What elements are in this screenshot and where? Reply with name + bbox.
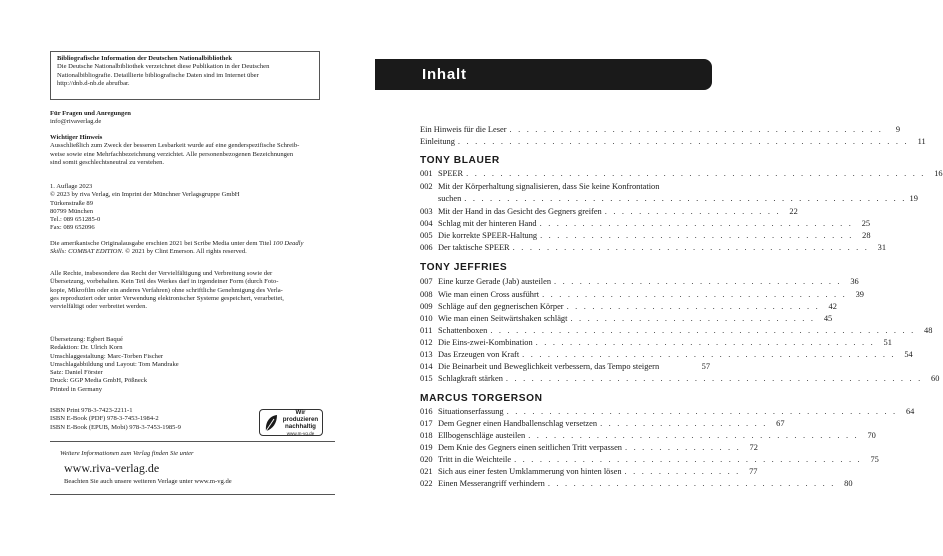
toc-title: Dem Gegner einen Handballenschlag versetzen bbox=[438, 419, 598, 428]
toc-page: 48 bbox=[924, 326, 933, 335]
toc-number: 015 bbox=[420, 374, 433, 383]
toc-leader: . . . . . . . . . . . . . . bbox=[624, 467, 741, 476]
toc-leader: . . . . . . . . . . . . . . . . . . . . . . . . . . . . . . . . . . . . . . . . . . . . . . . . . bbox=[505, 374, 923, 383]
toc-entry[interactable] bbox=[420, 349, 913, 360]
toc-leader: . . . . . . . . . . . . . . . . . . . . . . . . . . . . . . . . . . . . . . . . . . . . . . . . . . . . . . bbox=[466, 169, 926, 178]
badge-line-1: Wir produzieren bbox=[282, 408, 319, 423]
badge-url: www.m-vg.de bbox=[286, 430, 315, 436]
section-heading: TONY BLAUER bbox=[420, 155, 500, 166]
toc-leader: . . . . . . . . . . . . . . . . . . . . . . . . . . . . . . . . . . bbox=[554, 277, 842, 286]
toc-number: 011 bbox=[420, 326, 433, 335]
credits-block bbox=[50, 336, 335, 394]
rights-line: vervielfältigt oder verbreitet werden. bbox=[50, 303, 148, 311]
toc-number: 014 bbox=[420, 362, 433, 371]
toc-leader: . . . . . . . . . . . . . . . . . . . . . . . . . . . . . . . . . . . . . . . . . . . . . . bbox=[506, 407, 898, 416]
credit-line: Umschlaggestaltung: Marc-Torben Fischer bbox=[50, 352, 164, 360]
edition-line: Fax: 089 652096 bbox=[50, 224, 95, 232]
toc-page: 22 bbox=[789, 207, 798, 216]
section-heading: TONY JEFFRIES bbox=[420, 262, 508, 273]
credit-line: Druck: GGP Media GmbH, Pößneck bbox=[50, 377, 148, 385]
isbn-line: ISBN E-Book (PDF) 978-3-7453-1984-2 bbox=[50, 415, 159, 423]
publisher-url[interactable]: www.riva-verlag.de bbox=[64, 461, 160, 475]
cip-title: Bibliografische Information der Deutschen Nationalbibliothek bbox=[57, 55, 232, 62]
toc-leader bbox=[662, 361, 693, 372]
toc-title: SPEER bbox=[438, 169, 464, 178]
toc-title: Der taktische SPEER bbox=[438, 243, 510, 252]
toc-entry[interactable] bbox=[420, 430, 876, 441]
toc-entry[interactable] bbox=[420, 418, 785, 429]
edition-line: 80799 München bbox=[50, 207, 94, 215]
toc-entry[interactable] bbox=[420, 181, 710, 192]
original-suffix: . © 2021 by Clint Emerson. All rights reserved. bbox=[121, 248, 247, 256]
original-line-2 bbox=[50, 248, 335, 256]
toc-number: 021 bbox=[420, 467, 433, 476]
original-prefix: Die amerikanische Originalausgabe erschien 2021 bei Scribe Media unter dem Titel bbox=[50, 240, 273, 247]
toc-page: 45 bbox=[823, 314, 833, 323]
toc-number: 002 bbox=[420, 182, 433, 191]
toc-title: Mit der Hand in das Gesicht des Gegners greifen bbox=[438, 207, 602, 216]
notice-block bbox=[50, 134, 335, 167]
toc-number: 012 bbox=[420, 338, 433, 347]
contents-page bbox=[375, 0, 943, 556]
toc-title: Dem Knie des Gegners einen seitlichen Tritt verpassen bbox=[438, 443, 622, 452]
toc-leader: . . . . . . . . . . . . . . . . . . . . . . . . . . . . . . . . . . . . . . . . . . . . . . . . . . bbox=[490, 326, 916, 335]
cip-line: Nationalbibliografie. Detaillierte bibliografische Daten sind im Internet über bbox=[57, 71, 259, 79]
edition-block bbox=[50, 183, 335, 233]
toc-entry[interactable] bbox=[420, 276, 859, 287]
toc-entry[interactable] bbox=[420, 218, 871, 229]
toc-number: 010 bbox=[420, 314, 433, 323]
isbn-line: ISBN Print 978-3-7423-2211-1 bbox=[50, 407, 133, 414]
toc-page: 54 bbox=[904, 350, 913, 359]
original-edition-block bbox=[50, 240, 335, 257]
contact-heading: Für Fragen und Anregungen bbox=[50, 110, 131, 117]
toc-number: 018 bbox=[420, 431, 433, 440]
toc-page: 42 bbox=[828, 302, 837, 311]
isbn-line: ISBN E-Book (EPUB, Mobi) 978-3-7453-1985-9 bbox=[50, 423, 181, 431]
toc-title: Die Beinarbeit und Beweglichkeit verbessern, das Tempo steigern bbox=[438, 362, 660, 371]
credit-line: Umschlagabbildung und Layout: Tom Mandrake bbox=[50, 360, 179, 368]
toc-entry[interactable] bbox=[420, 337, 892, 348]
publisher-footer bbox=[50, 441, 335, 495]
leaf-icon bbox=[263, 413, 279, 433]
toc-title: Schattenboxen bbox=[438, 326, 488, 335]
toc-entry[interactable] bbox=[420, 301, 837, 312]
toc-entry[interactable] bbox=[420, 325, 933, 336]
edition-line: Türkenstraße 89 bbox=[50, 199, 94, 207]
sustainability-badge bbox=[259, 409, 323, 436]
toc-title: Die korrekte SPEER-Haltung bbox=[438, 231, 538, 240]
rights-line: Alle Rechte, insbesondere das Recht der Vervielfältigung und Verbreitung sowie der bbox=[50, 270, 273, 277]
toc-leader: . . . . . . . . . . . . . . . . . . . . . . . . . . . . . . . . . . . . . . . . . . . . bbox=[522, 350, 896, 359]
toc-page: 19 bbox=[909, 194, 918, 203]
toc-leader: . . . . . . . . . . . . . . . . . . . . . . . . . . . . . . . . . . . . . . . . bbox=[535, 338, 875, 347]
notice-heading: Wichtiger Hinweis bbox=[50, 134, 103, 141]
toc-page: 70 bbox=[867, 431, 876, 440]
toc-page: 72 bbox=[749, 443, 758, 452]
toc-title: Sich aus einer festen Umklammerung von hinten lösen bbox=[438, 467, 622, 476]
notice-line: sind somit geschlechtsneutral zu verstehen. bbox=[50, 158, 165, 166]
toc-title: Tritt in die Weichteile bbox=[438, 455, 512, 464]
toc-number: 006 bbox=[420, 243, 433, 252]
original-title-part1: 100 Deadly bbox=[272, 240, 304, 247]
toc-title: Schläge auf den gegnerischen Körper bbox=[438, 302, 564, 311]
notice-line: weise sowie eine Mehrfachbezeichnung verzichtet. Alle personenbezogenen Bezeichnungen bbox=[50, 150, 294, 158]
toc-title: Situationserfassung bbox=[438, 407, 504, 416]
toc-page: 25 bbox=[861, 219, 871, 228]
toc-entry[interactable] bbox=[420, 406, 915, 417]
toc-title: Wie man einen Cross ausführt bbox=[438, 290, 540, 299]
toc-entry[interactable] bbox=[420, 373, 940, 384]
toc-page: 16 bbox=[934, 169, 943, 178]
toc-title: Schlagkraft stärken bbox=[438, 374, 503, 383]
toc-page: 77 bbox=[749, 467, 758, 476]
toc-number: 019 bbox=[420, 443, 433, 452]
toc-leader: . . . . . . . . . . . . . . . . . . . . . . . . . . . . . . . . . . . . . . . . . . . . . . . . . . . . bbox=[464, 194, 907, 203]
toc-leader: . . . . . . . . . . . . . . . . . . . . . . . . . . . . . . . . . . . . . . . . . . . . bbox=[509, 125, 884, 134]
toc-entry[interactable] bbox=[420, 478, 853, 489]
rights-line: ges reproduziert oder unter Verwendung elektronischer Systeme gespeichert, verarbeitet, bbox=[50, 294, 284, 302]
toc-page: 39 bbox=[855, 290, 864, 299]
toc-page: 57 bbox=[701, 362, 710, 371]
toc-leader: . . . . . . . . . . . . . . . . . . . . . . . . . . . . . . . . . . bbox=[547, 479, 836, 488]
toc-leader: . . . . . . . . . . . . . . . . . . . . . . . . . . . . . . . . . . . . . . . . . bbox=[514, 455, 862, 464]
toc-number: 001 bbox=[420, 169, 433, 178]
toc-number: 004 bbox=[420, 219, 433, 228]
toc-entry[interactable] bbox=[420, 230, 871, 241]
toc-entry[interactable] bbox=[420, 124, 901, 135]
toc-entry[interactable] bbox=[420, 242, 887, 253]
toc-page: 75 bbox=[870, 455, 879, 464]
toc-entry[interactable] bbox=[420, 168, 943, 179]
credit-line: Satz: Daniel Förster bbox=[50, 369, 103, 377]
toc-number: 022 bbox=[420, 479, 433, 488]
toc-page: 28 bbox=[862, 231, 871, 240]
toc-leader: . . . . . . . . . . . . . . bbox=[624, 443, 741, 452]
toc-entry[interactable] bbox=[420, 361, 710, 372]
footer-more: Beachten Sie auch unsere weiteren Verlage unter www.m-vg.de bbox=[64, 478, 232, 485]
credit-line: Printed in Germany bbox=[50, 385, 103, 393]
toc-leader: . . . . . . . . . . . . . . . . . . . . . . . . . . . . . . . . . . . . . bbox=[540, 231, 854, 240]
toc-page: 51 bbox=[883, 338, 892, 347]
contents-heading: Inhalt bbox=[422, 66, 467, 83]
toc-entry-continued[interactable] bbox=[438, 193, 918, 204]
toc-leader: . . . . . . . . . . . . . . . . . . . . . . . . . . . . . . . . . . . . . . . bbox=[528, 431, 859, 440]
section-heading: MARCUS TORGERSON bbox=[420, 393, 543, 404]
toc-page: 36 bbox=[850, 277, 859, 286]
edition-line: Tel.: 089 651285-0 bbox=[50, 216, 101, 224]
toc-title: Ellbogenschläge austeilen bbox=[438, 431, 526, 440]
toc-leader: . . . . . . . . . . . . . . . . . . . . . . . . . . . . . . . . . . . . . . . . . . bbox=[512, 243, 870, 252]
toc-title: Wie man einen Seitwärtshaken schlägt bbox=[438, 314, 568, 323]
toc-number: 003 bbox=[420, 207, 433, 216]
toc-entry[interactable] bbox=[420, 442, 758, 453]
toc-number: 013 bbox=[420, 350, 433, 359]
toc-page: 64 bbox=[905, 407, 915, 416]
toc-leader: . . . . . . . . . . . . . . . . . . . . . . . . . . . . . . bbox=[566, 302, 820, 311]
toc-number: 005 bbox=[420, 231, 433, 240]
toc-entry[interactable] bbox=[420, 466, 758, 477]
toc-title: Einleitung bbox=[420, 137, 455, 146]
rights-block bbox=[50, 270, 335, 311]
toc-leader: . . . . . . . . . . . . . . . . . . . . . . . . . . . . . . . . . . . . . . . . . . . . . . . . . . . . . bbox=[457, 137, 909, 146]
toc-page: 11 bbox=[917, 137, 926, 146]
toc-leader: . . . . . . . . . . . . . . . . . . . . . . . . . . . . . bbox=[570, 314, 816, 323]
toc-page: 80 bbox=[844, 479, 853, 488]
toc-number: 017 bbox=[420, 419, 433, 428]
toc-title: Mit der Körperhaltung signalisieren, dass Sie keine Konfrontation bbox=[438, 182, 660, 191]
toc-page: 60 bbox=[931, 374, 940, 383]
cip-line: Die Deutsche Nationalbibliothek verzeichnet diese Publikation in der Deutschen bbox=[57, 63, 270, 71]
toc-number: 016 bbox=[420, 407, 433, 416]
toc-number: 007 bbox=[420, 277, 433, 286]
toc-number: 020 bbox=[420, 455, 433, 464]
cip-line: http://dnb.d-nb.de abrufbar. bbox=[57, 79, 130, 87]
footer-note: Weitere Informationen zum Verlag finden Sie unter bbox=[60, 450, 194, 457]
edition-line: © 2023 by riva Verlag, ein Imprint der Münchner Verlagsgruppe GmbH bbox=[50, 191, 240, 199]
toc-number: 008 bbox=[420, 290, 433, 299]
toc-title: Die Eins-zwei-Kombination bbox=[438, 338, 533, 347]
toc-title: Das Erzeugen von Kraft bbox=[438, 350, 520, 359]
cip-info-box bbox=[50, 51, 320, 100]
toc-entry[interactable] bbox=[420, 206, 798, 217]
isbn-block bbox=[50, 407, 250, 432]
rights-line: kopie, Mikrofilm oder ein anderes Verfahren) ohne schriftliche Genehmigung des Verla- bbox=[50, 286, 283, 294]
contact-block bbox=[50, 110, 335, 127]
toc-leader: . . . . . . . . . . . . . . . . . . . . . . . . . . . . . . . . . . . . . bbox=[539, 219, 854, 228]
credit-line: Übersetzung: Egbert Baqué bbox=[50, 336, 123, 343]
toc-entry[interactable] bbox=[420, 313, 833, 324]
original-title-part2: Skills: COMBAT EDITION bbox=[50, 248, 122, 256]
toc-page: 9 bbox=[895, 125, 901, 134]
toc-entry[interactable] bbox=[420, 136, 926, 147]
toc-title: Einen Messerangriff verhindern bbox=[438, 479, 545, 488]
notice-line: Ausschließlich zum Zweck der besseren Lesbarkeit wurde auf eine genderspezifische Schreib- bbox=[50, 142, 300, 150]
toc-leader: . . . . . . . . . . . . . . . . . . . . bbox=[600, 419, 768, 428]
credit-line: Redaktion: Dr. Ulrich Korn bbox=[50, 344, 123, 352]
toc-title-continued: suchen bbox=[438, 194, 462, 203]
toc-title: Ein Hinweis für die Leser bbox=[420, 125, 507, 134]
rights-line: Übersetzung, vorbehalten. Kein Teil des Werkes darf in irgendeiner Form (durch Foto- bbox=[50, 278, 279, 286]
original-line-1 bbox=[50, 240, 335, 248]
toc-title: Schlag mit der hinteren Hand bbox=[438, 219, 537, 228]
toc-entry[interactable] bbox=[420, 289, 864, 300]
badge-line-2: nachhaltig bbox=[285, 422, 316, 430]
toc-leader: . . . . . . . . . . . . . . . . . . . . . . . . . . . . . . . . . . . . bbox=[542, 290, 847, 299]
toc-page: 31 bbox=[877, 243, 887, 252]
edition-line: 1. Auflage 2023 bbox=[50, 183, 93, 190]
contents-heading-bar bbox=[375, 59, 712, 90]
toc-entry[interactable] bbox=[420, 454, 879, 465]
toc-title: Eine kurze Gerade (Jab) austeilen bbox=[438, 277, 552, 286]
imprint-page bbox=[0, 0, 375, 556]
badge-text bbox=[279, 409, 322, 437]
toc-leader: . . . . . . . . . . . . . . . . . . . . . bbox=[604, 207, 781, 216]
contact-email: info@rivaverlag.de bbox=[50, 118, 102, 126]
toc-page: 67 bbox=[776, 419, 785, 428]
toc-number: 009 bbox=[420, 302, 433, 311]
